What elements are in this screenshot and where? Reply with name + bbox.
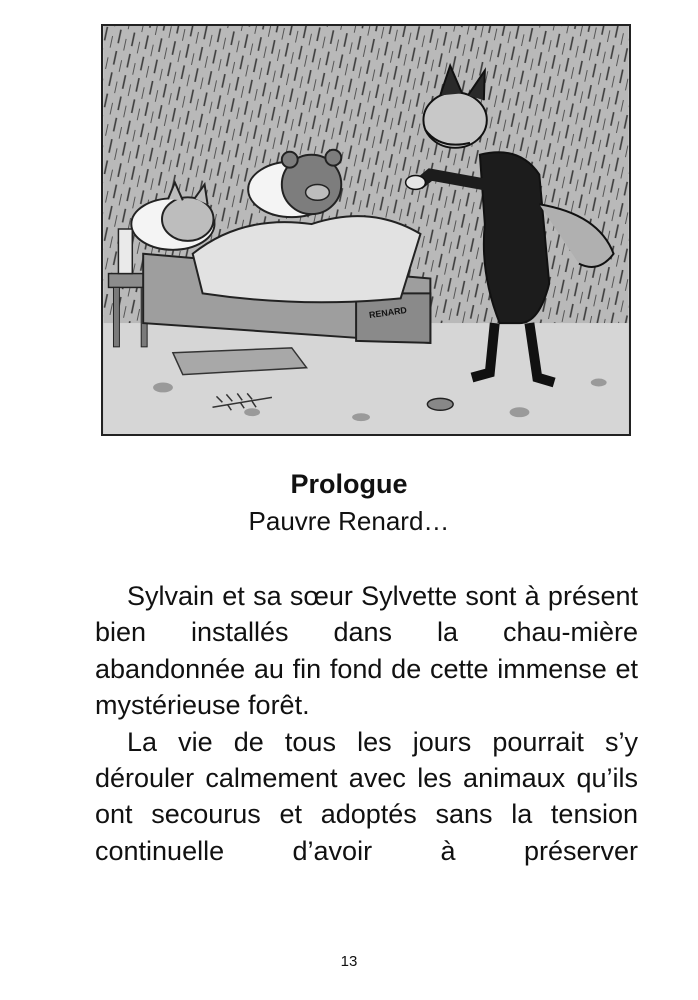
page-number: 13 <box>340 953 358 970</box>
chapter-title: Prologue <box>290 469 408 499</box>
paragraph: La vie de tous les jours pourrait s’y dérouler calmement avec les animaux qu’ils ont secourus et adoptés sans la tension continuelle d’avoir à préserver <box>95 726 638 866</box>
tin-can <box>427 398 453 410</box>
candle <box>118 229 132 274</box>
bed-sign-text: RENARD <box>368 304 408 321</box>
paragraph: Sylvain et sa sœur Sylvette sont à présent bien installés dans la chau-mière abandonnée au fin fond de cette immense et mystérieuse forêt. <box>95 581 638 721</box>
illustration-drawing <box>103 26 629 434</box>
sleeping-fox <box>162 197 213 241</box>
story-illustration <box>101 24 631 436</box>
chapter-subtitle: Pauvre Renard… <box>248 506 450 536</box>
body-text <box>95 578 638 869</box>
